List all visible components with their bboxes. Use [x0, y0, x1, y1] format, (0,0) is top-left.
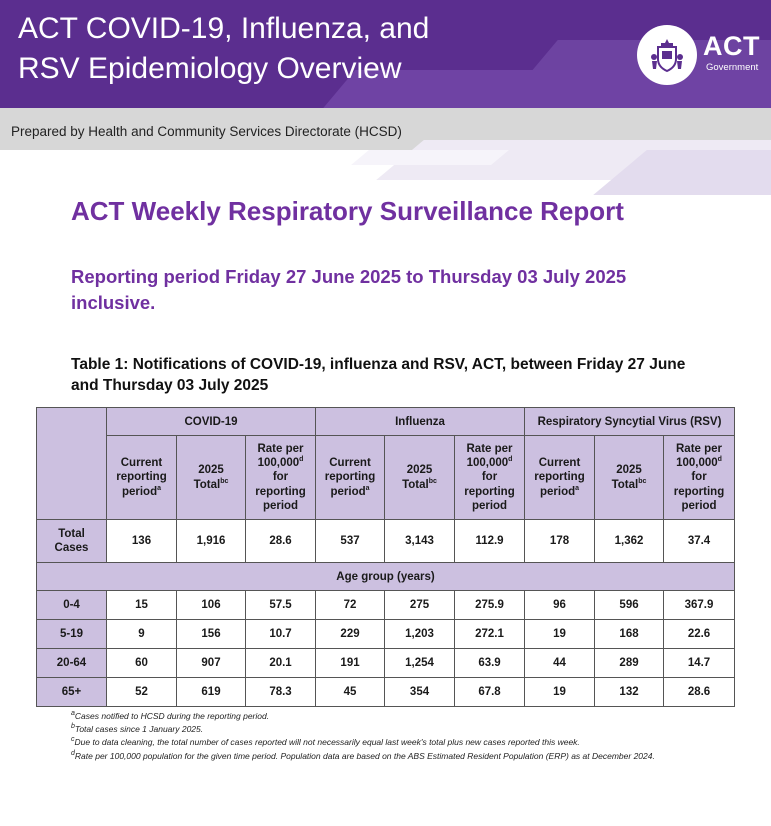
table-cell: 44	[525, 649, 595, 678]
table-cell: 289	[595, 649, 664, 678]
footnote: $^c$Due to data cleaning, the total number of cases reported will not necessarily equal last week's total plus new cases reported this week.	[71, 736, 580, 748]
table-cell: 619	[177, 678, 246, 707]
table-cell: 19	[525, 678, 595, 707]
page-title-line1: ACT COVID-19, Influenza, and	[18, 12, 430, 45]
group-header-rsv: Respiratory Syncytial Virus (RSV)	[525, 408, 735, 436]
table-cell: 1,362	[595, 520, 664, 563]
table-cell: 72	[316, 591, 385, 620]
table-cell: 78.3	[246, 678, 316, 707]
table-cell: 275	[385, 591, 455, 620]
table-cell: 63.9	[455, 649, 525, 678]
sub-header-rate: Rate per 100,000$^d$ for reporting period	[664, 436, 735, 520]
footnote: $^d$Rate per 100,000 population for the given time period. Population data are based on the ABS Estimated Resident Population (ERP) as at December 2024.	[71, 749, 655, 761]
table-cell: 57.5	[246, 591, 316, 620]
group-header-covid: COVID-19	[107, 408, 316, 436]
act-government-logo	[637, 25, 760, 85]
table-cell: 45	[316, 678, 385, 707]
sub-header-current: Current reporting period$^a$	[316, 436, 385, 520]
table-cell: 3,143	[385, 520, 455, 563]
row-label-total-cases: Total Cases	[37, 520, 107, 563]
table-cell: 28.6	[246, 520, 316, 563]
table-cell: 1,254	[385, 649, 455, 678]
sub-header-rate: Rate per 100,000$^d$ for reporting period	[246, 436, 316, 520]
table-row	[37, 591, 735, 620]
notifications-table	[36, 407, 735, 707]
table-caption: Table 1: Notifications of COVID-19, influenza and RSV, ACT, between Friday 27 June and Thursday 03 July 2025	[71, 356, 686, 395]
decorative-fade	[351, 150, 509, 165]
table-cell: 52	[107, 678, 177, 707]
table-row	[37, 678, 735, 707]
header-banner	[0, 0, 771, 108]
table-cell: 1,916	[177, 520, 246, 563]
table-cell: 275.9	[455, 591, 525, 620]
table-cell: 22.6	[664, 620, 735, 649]
table-cell: 168	[595, 620, 664, 649]
row-label-age: 5-19	[37, 620, 107, 649]
table-cell: 596	[595, 591, 664, 620]
coat-of-arms-icon	[649, 37, 685, 73]
table-cell: 15	[107, 591, 177, 620]
table-row	[37, 620, 735, 649]
table-cell: 20.1	[246, 649, 316, 678]
table-cell: 37.4	[664, 520, 735, 563]
sub-header-row	[37, 436, 735, 520]
table-cell: 367.9	[664, 591, 735, 620]
sub-header-current: Current reporting period$^a$	[525, 436, 595, 520]
table-cell: 272.1	[455, 620, 525, 649]
table-cell: 156	[177, 620, 246, 649]
table-cell: 537	[316, 520, 385, 563]
table-cell: 907	[177, 649, 246, 678]
table-cell: 106	[177, 591, 246, 620]
table-cell: 67.8	[455, 678, 525, 707]
table-cell: 132	[595, 678, 664, 707]
table-cell: 136	[107, 520, 177, 563]
table-cell: 60	[107, 649, 177, 678]
sub-header-rate: Rate per 100,000$^d$ for reporting period	[455, 436, 525, 520]
table-cell: 112.9	[455, 520, 525, 563]
row-label-age: 65+	[37, 678, 107, 707]
footnote: $^b$Total cases since 1 January 2025.	[71, 723, 204, 735]
report-title: ACT Weekly Respiratory Surveillance Report	[71, 196, 624, 226]
table-cell: 10.7	[246, 620, 316, 649]
prepared-by-text: Prepared by Health and Community Services Directorate (HCSD)	[11, 124, 402, 139]
table-cell: 96	[525, 591, 595, 620]
logo-subtext: Government	[706, 62, 759, 73]
table-row	[37, 649, 735, 678]
table-cell: 354	[385, 678, 455, 707]
total-cases-row	[37, 520, 735, 563]
logo-text: ACT	[703, 31, 760, 61]
row-label-age: 0-4	[37, 591, 107, 620]
group-header-influenza: Influenza	[316, 408, 525, 436]
table-corner-cell	[37, 408, 107, 520]
table-cell: 28.6	[664, 678, 735, 707]
table-cell: 191	[316, 649, 385, 678]
table-cell: 9	[107, 620, 177, 649]
table-cell: 229	[316, 620, 385, 649]
table-cell: 178	[525, 520, 595, 563]
footnote: $^a$Cases notified to HCSD during the reporting period.	[71, 710, 270, 721]
table-cell: 14.7	[664, 649, 735, 678]
sub-header-current: Current reporting period$^a$	[107, 436, 177, 520]
sub-header-total: 2025 Total$^{bc}$	[385, 436, 455, 520]
footnotes	[71, 711, 711, 764]
page-title-line2: RSV Epidemiology Overview	[18, 52, 402, 85]
sub-header-total: 2025 Total$^{bc}$	[595, 436, 664, 520]
table-cell: 19	[525, 620, 595, 649]
sub-header-total: 2025 Total$^{bc}$	[177, 436, 246, 520]
table-cell: 1,203	[385, 620, 455, 649]
row-label-age: 20-64	[37, 649, 107, 678]
reporting-period: Reporting period Friday 27 June 2025 to Thursday 03 July 2025 inclusive.	[71, 266, 627, 314]
age-group-header: Age group (years)	[37, 563, 735, 591]
